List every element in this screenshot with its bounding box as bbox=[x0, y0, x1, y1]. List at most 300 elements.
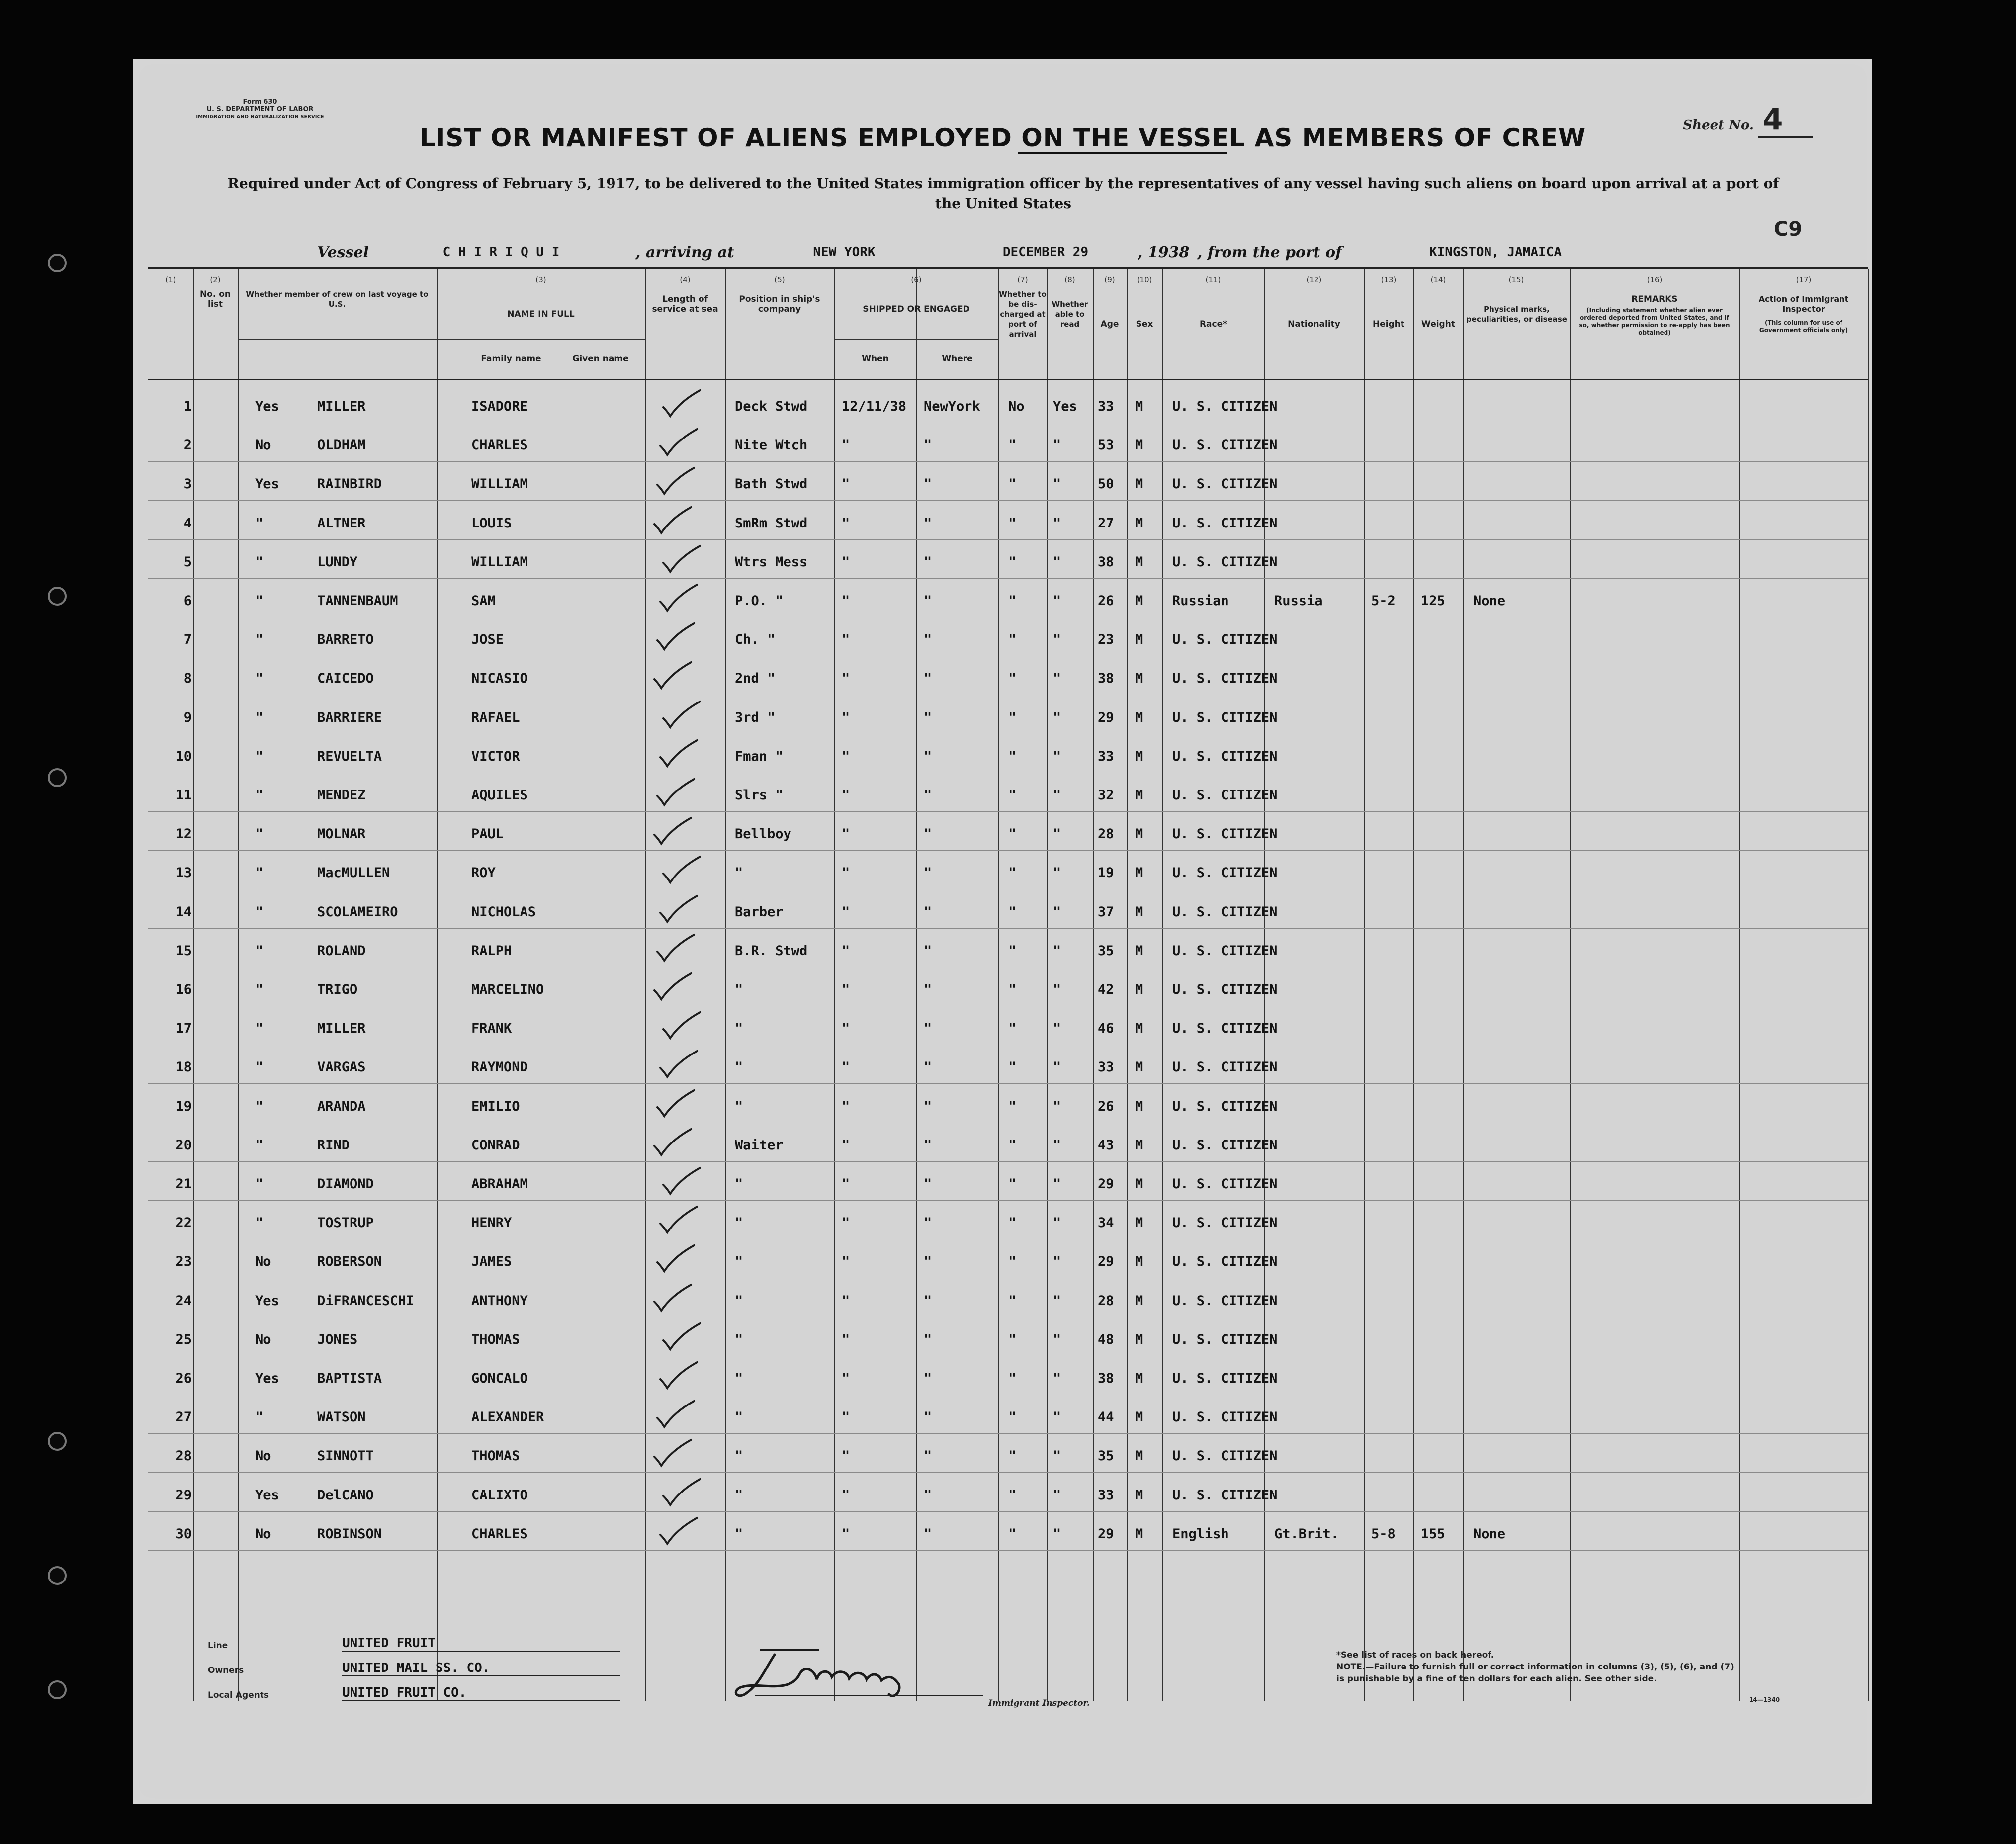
department-name: U. S. DEPARTMENT OF LABOR bbox=[206, 106, 314, 113]
cell-nationality: Gt.Brit. bbox=[1274, 1526, 1339, 1542]
cell-position: Waiter bbox=[735, 1137, 784, 1153]
cell-given-name: CALIXTO bbox=[471, 1487, 528, 1503]
cell-race: U. S. CITIZEN bbox=[1172, 1487, 1278, 1503]
table-row bbox=[148, 1162, 1868, 1201]
cell-given-name: WILLIAM bbox=[471, 476, 528, 492]
cell-shipped-where: " bbox=[924, 438, 932, 453]
cell-sex: M bbox=[1135, 709, 1143, 725]
cell-given-name: CONRAD bbox=[471, 1137, 520, 1153]
cell-shipped-where: " bbox=[924, 865, 932, 881]
cell-shipped-when: " bbox=[842, 593, 850, 609]
cell-race: U. S. CITIZEN bbox=[1172, 438, 1278, 453]
cell-given-name: JAMES bbox=[471, 1254, 512, 1270]
cell-able-to-read: " bbox=[1053, 982, 1061, 997]
cell-position: " bbox=[735, 865, 743, 881]
cell-family-name: MENDEZ bbox=[317, 788, 366, 803]
cell-discharged: " bbox=[1008, 1526, 1017, 1542]
cell-shipped-where: " bbox=[924, 1448, 932, 1464]
cell-age: 26 bbox=[1098, 1098, 1114, 1114]
cell-race: U. S. CITIZEN bbox=[1172, 826, 1278, 842]
cell-family-name: TRIGO bbox=[317, 982, 358, 997]
cell-able-to-read: " bbox=[1053, 1409, 1061, 1425]
cell-shipped-when: " bbox=[842, 632, 850, 648]
cell-able-to-read: " bbox=[1053, 865, 1061, 881]
form-number: Form 630 bbox=[243, 98, 277, 106]
cell-able-to-read: " bbox=[1053, 515, 1061, 531]
cell-shipped-when: " bbox=[842, 1098, 850, 1114]
cell-height: 5-8 bbox=[1371, 1526, 1396, 1542]
cell-race: U. S. CITIZEN bbox=[1172, 1293, 1278, 1309]
cell-race: U. S. CITIZEN bbox=[1172, 1098, 1278, 1114]
cell-shipped-where: " bbox=[924, 1487, 932, 1503]
cell-member-last-voyage: " bbox=[255, 1137, 263, 1153]
punch-hole bbox=[48, 254, 67, 272]
cell-sex: M bbox=[1135, 1371, 1143, 1386]
header-age: Age bbox=[1100, 319, 1119, 329]
cell-family-name: SINNOTT bbox=[317, 1448, 374, 1464]
check-mark-icon bbox=[651, 1437, 696, 1468]
cell-race: U. S. CITIZEN bbox=[1172, 1448, 1278, 1464]
cell-position: " bbox=[735, 982, 743, 997]
cell-discharged: " bbox=[1008, 476, 1017, 492]
cell-position: Deck Stwd bbox=[735, 399, 808, 414]
cell-shipped-where: " bbox=[924, 1409, 932, 1425]
cell-row-number: 28 bbox=[175, 1448, 192, 1464]
cell-sex: M bbox=[1135, 1448, 1143, 1464]
cell-family-name: MILLER bbox=[317, 399, 366, 414]
cell-family-name: VARGAS bbox=[317, 1059, 366, 1075]
header-position: Position in ship's company bbox=[739, 294, 820, 314]
cell-race: U. S. CITIZEN bbox=[1172, 1215, 1278, 1231]
check-mark-icon bbox=[654, 465, 699, 496]
table-row bbox=[148, 1434, 1868, 1473]
cell-discharged: " bbox=[1008, 1409, 1017, 1425]
cell-shipped-where: " bbox=[924, 1021, 932, 1037]
cell-shipped-when: " bbox=[842, 1526, 850, 1542]
owners-value: UNITED MAIL SS. CO. bbox=[342, 1661, 620, 1676]
cell-row-number: 3 bbox=[183, 476, 192, 492]
cell-discharged: " bbox=[1008, 593, 1017, 609]
cell-family-name: SCOLAMEIRO bbox=[317, 904, 398, 920]
cell-able-to-read: " bbox=[1053, 632, 1061, 648]
header-shipped-or-engaged: SHIPPED OR ENGAGED bbox=[863, 304, 970, 314]
cell-race: U. S. CITIZEN bbox=[1172, 709, 1278, 725]
cell-race: U. S. CITIZEN bbox=[1172, 632, 1278, 648]
cell-age: 46 bbox=[1098, 1021, 1114, 1037]
cell-family-name: ROBINSON bbox=[317, 1526, 382, 1542]
punch-hole bbox=[48, 587, 67, 606]
cell-sex: M bbox=[1135, 515, 1143, 531]
cell-position: Bath Stwd bbox=[735, 476, 808, 492]
column-number: (6) bbox=[911, 275, 922, 284]
cell-race: U. S. CITIZEN bbox=[1172, 515, 1278, 531]
column-number: (1) bbox=[165, 275, 176, 284]
cell-position: " bbox=[735, 1331, 743, 1347]
cell-age: 50 bbox=[1098, 476, 1114, 492]
races-note: *See list of races on back hereof. bbox=[1336, 1650, 1494, 1660]
cell-row-number: 23 bbox=[175, 1254, 192, 1270]
cell-age: 29 bbox=[1098, 1526, 1114, 1542]
header-length-of-service: Length of service at sea bbox=[652, 294, 718, 314]
cell-given-name: ISADORE bbox=[471, 399, 528, 414]
cell-family-name: DelCANO bbox=[317, 1487, 374, 1503]
cell-able-to-read: " bbox=[1053, 1331, 1061, 1347]
crew-table bbox=[148, 267, 1868, 1701]
cell-weight: 125 bbox=[1421, 593, 1445, 609]
page-title: LIST OR MANIFEST OF ALIENS EMPLOYED ON THE VESSEL AS MEMBERS OF CREW bbox=[419, 123, 1586, 152]
check-mark-icon bbox=[660, 1165, 705, 1196]
cell-discharged: " bbox=[1008, 826, 1017, 842]
cell-member-last-voyage: " bbox=[255, 593, 263, 609]
handwritten-note: C9 bbox=[1774, 218, 1803, 241]
cell-shipped-when: " bbox=[842, 1176, 850, 1192]
cell-age: 32 bbox=[1098, 788, 1114, 803]
cell-family-name: RAINBIRD bbox=[317, 476, 382, 492]
cell-age: 48 bbox=[1098, 1331, 1114, 1347]
cell-race: U. S. CITIZEN bbox=[1172, 1371, 1278, 1386]
table-row bbox=[148, 929, 1868, 968]
cell-member-last-voyage: No bbox=[255, 1331, 271, 1347]
header-inspector-note: (This column for use of Government officials only) bbox=[1759, 319, 1848, 334]
cell-physical-marks: None bbox=[1473, 593, 1506, 609]
table-row bbox=[148, 968, 1868, 1007]
cell-shipped-when: " bbox=[842, 865, 850, 881]
cell-row-number: 24 bbox=[175, 1293, 192, 1309]
cell-member-last-voyage: No bbox=[255, 1526, 271, 1542]
cell-member-last-voyage: " bbox=[255, 515, 263, 531]
cell-sex: M bbox=[1135, 1215, 1143, 1231]
cell-race: U. S. CITIZEN bbox=[1172, 1409, 1278, 1425]
service-name: IMMIGRATION AND NATURALIZATION SERVICE bbox=[196, 114, 324, 120]
table-row bbox=[148, 1474, 1868, 1512]
cell-row-number: 5 bbox=[183, 554, 192, 570]
cell-race: U. S. CITIZEN bbox=[1172, 554, 1278, 570]
table-row bbox=[148, 851, 1868, 890]
cell-row-number: 14 bbox=[175, 904, 192, 920]
cell-member-last-voyage: " bbox=[255, 1409, 263, 1425]
check-mark-icon bbox=[660, 1476, 705, 1507]
column-number: (13) bbox=[1381, 275, 1397, 284]
cell-able-to-read: " bbox=[1053, 671, 1061, 687]
sheet-value: 4 bbox=[1758, 102, 1813, 138]
cell-age: 29 bbox=[1098, 1176, 1114, 1192]
cell-race: U. S. CITIZEN bbox=[1172, 865, 1278, 881]
cell-shipped-when: " bbox=[842, 943, 850, 959]
cell-row-number: 12 bbox=[175, 826, 192, 842]
cell-sex: M bbox=[1135, 593, 1143, 609]
cell-discharged: " bbox=[1008, 1371, 1017, 1386]
cell-shipped-when: " bbox=[842, 1059, 850, 1075]
cell-shipped-where: " bbox=[924, 1059, 932, 1075]
cell-race: U. S. CITIZEN bbox=[1172, 1021, 1278, 1037]
check-mark-icon bbox=[657, 893, 702, 924]
cell-position: B.R. Stwd bbox=[735, 943, 808, 959]
cell-position: SmRm Stwd bbox=[735, 515, 808, 531]
cell-position: 3rd " bbox=[735, 709, 776, 725]
cell-row-number: 6 bbox=[183, 593, 192, 609]
cell-shipped-where: " bbox=[924, 1176, 932, 1192]
cell-shipped-where: " bbox=[924, 515, 932, 531]
cell-shipped-when: " bbox=[842, 1371, 850, 1386]
cell-sex: M bbox=[1135, 748, 1143, 764]
cell-race: Russian bbox=[1172, 593, 1229, 609]
cell-discharged: " bbox=[1008, 554, 1017, 570]
check-mark-icon bbox=[657, 426, 702, 457]
cell-discharged: " bbox=[1008, 515, 1017, 531]
cell-sex: M bbox=[1135, 1409, 1143, 1425]
arrival-date: DECEMBER 29 bbox=[959, 245, 1133, 263]
cell-position: Bellboy bbox=[735, 826, 791, 842]
cell-member-last-voyage: " bbox=[255, 1059, 263, 1075]
cell-family-name: BAPTISTA bbox=[317, 1371, 382, 1386]
check-mark-icon bbox=[651, 815, 696, 846]
header-discharged: Whether to be dis-charged at port of arrival bbox=[999, 290, 1047, 339]
table-row bbox=[148, 1201, 1868, 1240]
header-given-name: Given name bbox=[572, 354, 629, 364]
cell-age: 26 bbox=[1098, 593, 1114, 609]
cell-shipped-where: " bbox=[924, 554, 932, 570]
table-row bbox=[148, 735, 1868, 774]
cell-age: 38 bbox=[1098, 1371, 1114, 1386]
cell-age: 28 bbox=[1098, 1293, 1114, 1309]
cell-position: " bbox=[735, 1059, 743, 1075]
cell-family-name: DIAMOND bbox=[317, 1176, 374, 1192]
cell-row-number: 27 bbox=[175, 1409, 192, 1425]
cell-discharged: " bbox=[1008, 438, 1017, 453]
cell-shipped-where: " bbox=[924, 1526, 932, 1542]
table-row bbox=[148, 1240, 1868, 1279]
cell-member-last-voyage: Yes bbox=[255, 1293, 279, 1309]
cell-discharged: " bbox=[1008, 709, 1017, 725]
cell-family-name: TANNENBAUM bbox=[317, 593, 398, 609]
cell-race: U. S. CITIZEN bbox=[1172, 904, 1278, 920]
cell-shipped-when: " bbox=[842, 671, 850, 687]
cell-able-to-read: " bbox=[1053, 788, 1061, 803]
cell-sex: M bbox=[1135, 1137, 1143, 1153]
cell-race: U. S. CITIZEN bbox=[1172, 476, 1278, 492]
column-number: (14) bbox=[1430, 275, 1446, 284]
cell-position: " bbox=[735, 1254, 743, 1270]
cell-age: 23 bbox=[1098, 632, 1114, 648]
cell-member-last-voyage: " bbox=[255, 1021, 263, 1037]
cell-position: Nite Wtch bbox=[735, 438, 808, 453]
check-mark-icon bbox=[657, 1048, 702, 1079]
table-row bbox=[148, 890, 1868, 929]
header-race: Race* bbox=[1199, 319, 1227, 329]
cell-family-name: BARRETO bbox=[317, 632, 374, 648]
cell-member-last-voyage: " bbox=[255, 865, 263, 881]
cell-family-name: BARRIERE bbox=[317, 709, 382, 725]
cell-discharged: " bbox=[1008, 1487, 1017, 1503]
cell-age: 19 bbox=[1098, 865, 1114, 881]
cell-row-number: 20 bbox=[175, 1137, 192, 1153]
table-row bbox=[148, 1396, 1868, 1434]
cell-shipped-when: " bbox=[842, 826, 850, 842]
cell-sex: M bbox=[1135, 1021, 1143, 1037]
cell-able-to-read: " bbox=[1053, 904, 1061, 920]
cell-shipped-where: " bbox=[924, 709, 932, 725]
table-row bbox=[148, 1085, 1868, 1124]
cell-shipped-when: " bbox=[842, 515, 850, 531]
inspector-label: Immigrant Inspector. bbox=[988, 1698, 1090, 1708]
cell-age: 29 bbox=[1098, 709, 1114, 725]
cell-able-to-read: " bbox=[1053, 438, 1061, 453]
check-mark-icon bbox=[660, 854, 705, 884]
cell-shipped-where: " bbox=[924, 1137, 932, 1153]
column-number: (11) bbox=[1205, 275, 1221, 284]
check-mark-icon bbox=[651, 970, 696, 1001]
cell-sex: M bbox=[1135, 982, 1143, 997]
form-code: 14—1340 bbox=[1749, 1696, 1780, 1703]
cell-discharged: " bbox=[1008, 1254, 1017, 1270]
cell-age: 38 bbox=[1098, 554, 1114, 570]
cell-sex: M bbox=[1135, 943, 1143, 959]
vessel-name: C H I R I Q U I bbox=[372, 245, 630, 263]
cell-race: U. S. CITIZEN bbox=[1172, 748, 1278, 764]
cell-member-last-voyage: " bbox=[255, 1098, 263, 1114]
cell-able-to-read: " bbox=[1053, 1526, 1061, 1542]
cell-able-to-read: " bbox=[1053, 1293, 1061, 1309]
cell-shipped-where: NewYork bbox=[924, 399, 980, 414]
cell-age: 29 bbox=[1098, 1254, 1114, 1270]
table-row bbox=[148, 462, 1868, 501]
cell-able-to-read: " bbox=[1053, 593, 1061, 609]
agents-label: Local Agents bbox=[208, 1690, 269, 1700]
cell-nationality: Russia bbox=[1274, 593, 1323, 609]
check-mark-icon bbox=[654, 1242, 699, 1273]
cell-row-number: 25 bbox=[175, 1331, 192, 1347]
table-row bbox=[148, 812, 1868, 851]
cell-able-to-read: " bbox=[1053, 943, 1061, 959]
header-height: Height bbox=[1373, 319, 1404, 329]
check-mark-icon bbox=[657, 1515, 702, 1546]
cell-row-number: 22 bbox=[175, 1215, 192, 1231]
header-weight: Weight bbox=[1421, 319, 1455, 329]
cell-row-number: 13 bbox=[175, 865, 192, 881]
cell-sex: M bbox=[1135, 865, 1143, 881]
cell-shipped-when: " bbox=[842, 1409, 850, 1425]
cell-family-name: OLDHAM bbox=[317, 438, 366, 453]
cell-position: " bbox=[735, 1293, 743, 1309]
cell-given-name: THOMAS bbox=[471, 1331, 520, 1347]
cell-row-number: 15 bbox=[175, 943, 192, 959]
cell-member-last-voyage: " bbox=[255, 632, 263, 648]
column-number: (9) bbox=[1104, 275, 1115, 284]
check-mark-icon bbox=[660, 1009, 705, 1040]
cell-race: U. S. CITIZEN bbox=[1172, 1059, 1278, 1075]
table-row bbox=[148, 1124, 1868, 1162]
cell-race: U. S. CITIZEN bbox=[1172, 788, 1278, 803]
cell-row-number: 21 bbox=[175, 1176, 192, 1192]
cell-shipped-where: " bbox=[924, 826, 932, 842]
cell-sex: M bbox=[1135, 1098, 1143, 1114]
cell-given-name: NICHOLAS bbox=[471, 904, 536, 920]
cell-discharged: " bbox=[1008, 632, 1017, 648]
table-row bbox=[148, 696, 1868, 735]
cell-discharged: " bbox=[1008, 865, 1017, 881]
cell-position: " bbox=[735, 1021, 743, 1037]
cell-sex: M bbox=[1135, 1254, 1143, 1270]
cell-family-name: LUNDY bbox=[317, 554, 358, 570]
cell-age: 33 bbox=[1098, 1487, 1114, 1503]
punch-hole bbox=[48, 1432, 67, 1451]
cell-discharged: " bbox=[1008, 1215, 1017, 1231]
cell-member-last-voyage: " bbox=[255, 1176, 263, 1192]
cell-age: 35 bbox=[1098, 1448, 1114, 1464]
cell-family-name: WATSON bbox=[317, 1409, 366, 1425]
cell-shipped-when: " bbox=[842, 709, 850, 725]
arriving-label: , arriving at bbox=[635, 244, 734, 261]
cell-position: Barber bbox=[735, 904, 784, 920]
cell-position: " bbox=[735, 1409, 743, 1425]
check-mark-icon bbox=[660, 543, 705, 574]
cell-sex: M bbox=[1135, 1293, 1143, 1309]
cell-given-name: MARCELINO bbox=[471, 982, 544, 997]
cell-member-last-voyage: Yes bbox=[255, 1371, 279, 1386]
cell-member-last-voyage: " bbox=[255, 943, 263, 959]
cell-row-number: 19 bbox=[175, 1098, 192, 1114]
cell-shipped-where: " bbox=[924, 788, 932, 803]
table-row bbox=[148, 502, 1868, 540]
cell-row-number: 30 bbox=[175, 1526, 192, 1542]
cell-able-to-read: " bbox=[1053, 1176, 1061, 1192]
check-mark-icon bbox=[660, 699, 705, 729]
cell-row-number: 16 bbox=[175, 982, 192, 997]
cell-height: 5-2 bbox=[1371, 593, 1396, 609]
cell-row-number: 8 bbox=[183, 671, 192, 687]
cell-row-number: 18 bbox=[175, 1059, 192, 1075]
cell-discharged: " bbox=[1008, 1098, 1017, 1114]
cell-shipped-where: " bbox=[924, 1293, 932, 1309]
cell-given-name: RAYMOND bbox=[471, 1059, 528, 1075]
cell-race: U. S. CITIZEN bbox=[1172, 1176, 1278, 1192]
cell-row-number: 7 bbox=[183, 632, 192, 648]
cell-position: Ch. " bbox=[735, 632, 776, 648]
cell-row-number: 1 bbox=[183, 399, 192, 414]
cell-given-name: ALEXANDER bbox=[471, 1409, 544, 1425]
cell-shipped-when: " bbox=[842, 1448, 850, 1464]
column-number: (4) bbox=[680, 275, 691, 284]
cell-shipped-when: " bbox=[842, 1293, 850, 1309]
table-row bbox=[148, 618, 1868, 657]
header-able-to-read: Whether able to read bbox=[1052, 300, 1088, 329]
cell-given-name: HENRY bbox=[471, 1215, 512, 1231]
cell-shipped-when: " bbox=[842, 554, 850, 570]
cell-discharged: " bbox=[1008, 1021, 1017, 1037]
cell-sex: M bbox=[1135, 826, 1143, 842]
cell-able-to-read: Yes bbox=[1053, 399, 1077, 414]
cell-row-number: 17 bbox=[175, 1021, 192, 1037]
punch-hole bbox=[48, 1566, 67, 1585]
cell-physical-marks: None bbox=[1473, 1526, 1506, 1542]
cell-shipped-where: " bbox=[924, 1254, 932, 1270]
manifest-sheet bbox=[133, 59, 1872, 1804]
arriving-port: NEW YORK bbox=[745, 245, 944, 263]
table-row bbox=[148, 657, 1868, 696]
cell-shipped-where: " bbox=[924, 593, 932, 609]
cell-able-to-read: " bbox=[1053, 748, 1061, 764]
header-no-on-list: No. on list bbox=[199, 289, 231, 309]
cell-member-last-voyage: " bbox=[255, 788, 263, 803]
cell-race: U. S. CITIZEN bbox=[1172, 671, 1278, 687]
cell-given-name: ANTHONY bbox=[471, 1293, 528, 1309]
cell-given-name: THOMAS bbox=[471, 1448, 520, 1464]
agents-value: UNITED FRUIT CO. bbox=[342, 1685, 620, 1701]
header-family-name: Family name bbox=[481, 354, 541, 364]
cell-shipped-where: " bbox=[924, 671, 932, 687]
cell-able-to-read: " bbox=[1053, 1371, 1061, 1386]
cell-shipped-where: " bbox=[924, 748, 932, 764]
